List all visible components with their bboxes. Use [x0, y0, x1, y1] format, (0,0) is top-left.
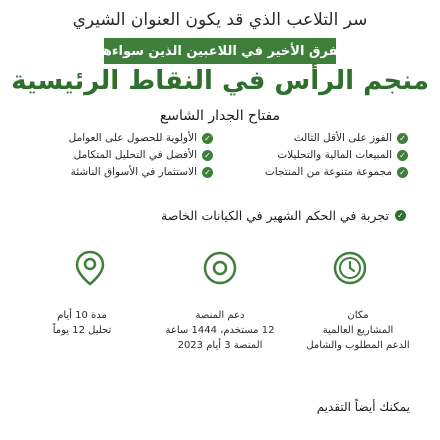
info-column — [298, 308, 418, 368]
info-column-line: تحليل 12 يوماً — [52, 325, 112, 336]
info-column — [22, 308, 142, 368]
feature-label: الاستثمار في الأسواق الناشئة — [70, 166, 197, 178]
footer-cta: يمكنك أيضاً التقديم — [316, 400, 410, 414]
info-column-line: 12 مستخدم، 1444 ساعة — [165, 325, 275, 336]
feature-label: الفوز على الأقل الثالث — [293, 132, 392, 144]
features-list — [28, 132, 408, 178]
check-icon: ✓ — [202, 150, 213, 161]
support-icon — [200, 248, 240, 288]
feature-item — [223, 166, 408, 178]
page-subtitle: مفتاح الجدار الشاسع — [159, 108, 281, 124]
feature-item — [28, 132, 213, 144]
feature-label: المبيعات المالية والتحليلات — [277, 149, 392, 161]
info-column-title: مكان — [347, 310, 369, 321]
check-icon: ✓ — [202, 133, 213, 144]
green-banner: الفرق الأخير في اللاعبين الذين سواءهم — [104, 38, 336, 64]
check-icon: ✓ — [397, 167, 408, 178]
check-icon: ✓ — [397, 150, 408, 161]
info-column — [160, 308, 280, 368]
highlight-text: تجربة في الحكم الشهير في الكيانات الخاصة — [161, 208, 389, 223]
info-column-line: المنصة 3 أيام 2023 — [177, 340, 263, 351]
info-column-title: مدة 10 أيام — [57, 310, 107, 321]
check-icon: ✓ — [202, 167, 213, 178]
feature-item — [28, 166, 213, 178]
feature-item — [223, 149, 408, 161]
feature-label: الأولوية للحصول على العوامل — [68, 132, 197, 144]
info-column-line: المشاريع العالمية — [322, 325, 394, 336]
icon-row — [70, 238, 370, 298]
info-column-line: الدعم المطلوب والشامل — [306, 340, 410, 351]
highlight-line — [161, 208, 406, 223]
check-icon: ✓ — [395, 210, 406, 221]
check-icon: ✓ — [397, 133, 408, 144]
feature-label: الأفضل في التحليل المتكامل — [73, 149, 197, 161]
feature-item — [28, 149, 213, 161]
clock-icon — [330, 248, 370, 288]
location-pin-icon — [70, 248, 110, 288]
page-title: منجم الرأس في النقاط الرئيسية — [11, 66, 429, 96]
top-tagline: سر التلاعب الذي قد يكون العنوان الشيري — [72, 10, 368, 30]
info-columns — [22, 308, 418, 368]
info-column-title: دعم المنصة — [195, 310, 245, 321]
feature-label: مجموعة متنوعة من المنتجات — [264, 166, 392, 178]
feature-item — [223, 132, 408, 144]
